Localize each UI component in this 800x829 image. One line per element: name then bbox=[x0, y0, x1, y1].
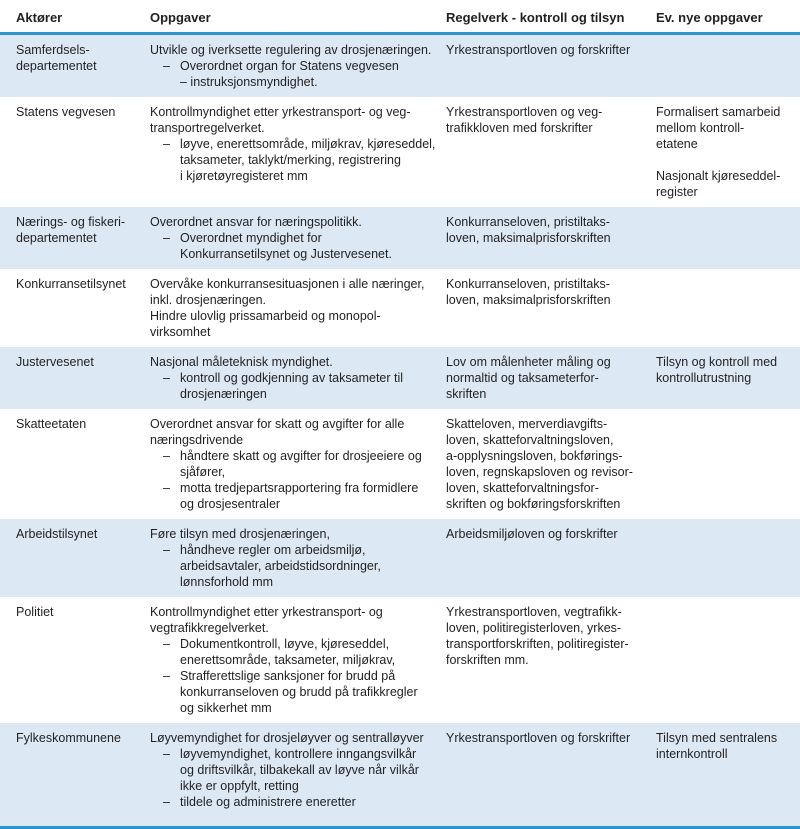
dash-marker: – bbox=[163, 795, 170, 809]
tasks-cell bbox=[150, 730, 446, 810]
text-line bbox=[150, 448, 440, 464]
text-line: Hindre ulovlig prissamarbeid og monopol- bbox=[150, 309, 381, 323]
text-line bbox=[150, 746, 440, 762]
list-item-text: løyvemyndighet, kontrollere inngangsvilkår bbox=[180, 747, 417, 761]
new-tasks-cell bbox=[656, 354, 800, 402]
text-line: Skatteloven, merverdiavgifts- bbox=[446, 417, 608, 431]
actor-cell bbox=[0, 104, 150, 200]
dash-marker: – bbox=[163, 481, 170, 495]
text-line: Konkurransetilsynet og Justervesenet. bbox=[180, 247, 392, 261]
text-line bbox=[150, 794, 440, 810]
text-line: sjåfører, bbox=[180, 465, 226, 479]
dash-marker: – bbox=[163, 747, 170, 761]
text-line: arbeidsavtaler, arbeidstidsordninger, bbox=[180, 559, 381, 573]
tasks-cell bbox=[150, 416, 446, 512]
regulation-cell bbox=[446, 604, 656, 716]
list-item-text: løyve, enerettsområde, miljøkrav, kjøreseddel, bbox=[180, 137, 436, 151]
text-line: Kontrollmyndighet etter yrkestransport- og bbox=[150, 605, 383, 619]
dash-marker: – bbox=[163, 543, 170, 557]
list-item-text: motta tredjepartsrapportering fra formidlere bbox=[180, 481, 419, 495]
text-line: konkurranseloven og brudd på trafikkregler bbox=[180, 685, 418, 699]
text-line bbox=[150, 58, 440, 74]
text-line: trafikkloven med forskrifter bbox=[446, 121, 593, 135]
regulation-cell bbox=[446, 730, 656, 810]
text-line: a-opplysningsloven, bokførings- bbox=[446, 449, 623, 463]
text-line: Lov om målenheter måling og bbox=[446, 355, 611, 369]
tasks-cell bbox=[150, 276, 446, 340]
text-line: Utvikle og iverksette regulering av drosjenæringen. bbox=[150, 43, 432, 57]
text-line: og drosjesentraler bbox=[180, 497, 281, 511]
new-tasks-cell bbox=[656, 276, 800, 340]
dash-marker: – bbox=[163, 59, 170, 73]
new-tasks-cell bbox=[656, 730, 800, 810]
dash-marker: – bbox=[163, 137, 170, 151]
list-item-text: Overordnet organ for Statens vegvesen bbox=[180, 59, 399, 73]
actor-name-line: Statens vegvesen bbox=[16, 105, 116, 119]
text-line: vegtrafikkregelverket. bbox=[150, 621, 269, 635]
column-header-nye-oppgaver: Ev. nye oppgaver bbox=[656, 10, 763, 25]
text-line: drosjenæringen bbox=[180, 387, 267, 401]
text-line: skriften og bokføringsforskriften bbox=[446, 497, 621, 511]
text-line: loven, skatteforvaltningsfor- bbox=[446, 481, 599, 495]
text-line: Arbeidsmiljøloven og forskrifter bbox=[446, 527, 618, 541]
actor-cell bbox=[0, 604, 150, 716]
text-line: lønnsforhold mm bbox=[180, 575, 274, 589]
text-line: Tilsyn og kontroll med bbox=[656, 355, 778, 369]
text-line: næringsdrivende bbox=[150, 433, 244, 447]
text-line: loven, maksimalprisforskriften bbox=[446, 293, 611, 307]
actor-cell bbox=[0, 276, 150, 340]
tasks-cell bbox=[150, 104, 446, 200]
new-tasks-cell bbox=[656, 526, 800, 590]
actor-name-line: Fylkeskommunene bbox=[16, 731, 121, 745]
text-line bbox=[150, 636, 440, 652]
text-line: Føre tilsyn med drosjenæringen, bbox=[150, 527, 330, 541]
text-line: Konkurranseloven, pristiltaks- bbox=[446, 215, 610, 229]
regulation-cell bbox=[446, 214, 656, 262]
text-line: Kontrollmyndighet etter yrkestransport- og veg- bbox=[150, 105, 411, 119]
text-line: register bbox=[656, 185, 698, 199]
actor-name-line: Justervesenet bbox=[16, 355, 94, 369]
new-tasks-cell bbox=[656, 214, 800, 262]
text-line: Overvåke konkurransesituasjonen i alle næringer, bbox=[150, 277, 425, 291]
text-line: inkl. drosjenæringen. bbox=[150, 293, 267, 307]
text-line: mellom kontroll- bbox=[656, 121, 745, 135]
regulation-cell bbox=[446, 416, 656, 512]
table-row bbox=[0, 35, 800, 97]
actor-cell bbox=[0, 730, 150, 810]
table-row bbox=[0, 723, 800, 826]
list-item-text: kontroll og godkjenning av taksameter til bbox=[180, 371, 404, 385]
actor-cell bbox=[0, 354, 150, 402]
text-line bbox=[150, 480, 440, 496]
text-line: loven, skatteforvaltningsloven, bbox=[446, 433, 614, 447]
dash-marker: – bbox=[163, 371, 170, 385]
text-line: – instruksjonsmyndighet. bbox=[180, 75, 318, 89]
table-row bbox=[0, 97, 800, 207]
column-header-oppgaver: Oppgaver bbox=[150, 10, 211, 25]
tasks-cell bbox=[150, 354, 446, 402]
list-item-text: Overordnet myndighet for bbox=[180, 231, 322, 245]
text-line: normaltid og taksameterfor- bbox=[446, 371, 599, 385]
text-line: Nasjonalt kjøreseddel- bbox=[656, 169, 781, 183]
actor-cell bbox=[0, 42, 150, 90]
text-line: Yrkestransportloven og forskrifter bbox=[446, 731, 631, 745]
tasks-cell bbox=[150, 42, 446, 90]
actor-name-line: Samferdsels- bbox=[16, 43, 90, 57]
text-line: Konkurranseloven, pristiltaks- bbox=[446, 277, 610, 291]
text-line: Yrkestransportloven og veg- bbox=[446, 105, 603, 119]
actor-name-line: departementet bbox=[16, 59, 97, 73]
text-line bbox=[150, 370, 440, 386]
new-tasks-cell bbox=[656, 604, 800, 716]
text-line bbox=[150, 136, 440, 152]
text-line: Løyvemyndighet for drosjeløyver og sentralløyver bbox=[150, 731, 424, 745]
text-line: og sikkerhet mm bbox=[180, 701, 272, 715]
text-line: Formalisert samarbeid bbox=[656, 105, 781, 119]
actor-cell bbox=[0, 214, 150, 262]
text-line: loven, maksimalprisforskriften bbox=[446, 231, 611, 245]
text-line: Overordnet ansvar for næringspolitikk. bbox=[150, 215, 362, 229]
table-row bbox=[0, 269, 800, 347]
text-line: i kjøretøyregisteret mm bbox=[180, 169, 308, 183]
column-header-regelverk: Regelverk - kontroll og tilsyn bbox=[446, 10, 625, 25]
table-row bbox=[0, 347, 800, 409]
new-tasks-cell bbox=[656, 42, 800, 90]
actor-name-line: Politiet bbox=[16, 605, 54, 619]
column-header-aktorer: Aktører bbox=[16, 10, 63, 25]
text-line: Overordnet ansvar for skatt og avgifter for alle bbox=[150, 417, 405, 431]
text-line: etatene bbox=[656, 137, 698, 151]
text-line: virksomhet bbox=[150, 325, 211, 339]
actor-cell bbox=[0, 416, 150, 512]
actor-name-line: Konkurransetilsynet bbox=[16, 277, 126, 291]
regulation-cell bbox=[446, 276, 656, 340]
table-row bbox=[0, 207, 800, 269]
text-line: enerettsområde, taksameter, miljøkrav, bbox=[180, 653, 396, 667]
text-line: transportforskriften, politiregister- bbox=[446, 637, 629, 651]
text-line: transportregelverket. bbox=[150, 121, 265, 135]
table-row bbox=[0, 409, 800, 519]
new-tasks-cell bbox=[656, 416, 800, 512]
text-line: ikke er oppfylt, retting bbox=[180, 779, 299, 793]
text-line: taksameter, taklykt/merking, registrering bbox=[180, 153, 401, 167]
regulation-cell bbox=[446, 354, 656, 402]
tasks-cell bbox=[150, 526, 446, 590]
text-line: og driftsvilkår, tilbakekall av løyve når vilkår bbox=[180, 763, 419, 777]
table-row bbox=[0, 597, 800, 723]
table-header-row bbox=[0, 0, 800, 32]
regulation-cell bbox=[446, 104, 656, 200]
dash-marker: – bbox=[163, 449, 170, 463]
list-item-text: håndtere skatt og avgifter for drosjeeiere og bbox=[180, 449, 422, 463]
text-line: forskriften mm. bbox=[446, 653, 529, 667]
dash-marker: – bbox=[163, 231, 170, 245]
actor-name-line: departementet bbox=[16, 231, 97, 245]
actor-cell bbox=[0, 526, 150, 590]
table-body bbox=[0, 35, 800, 826]
text-line bbox=[150, 542, 440, 558]
actor-name-line: Skatteetaten bbox=[16, 417, 87, 431]
text-line: Nasjonal måleteknisk myndighet. bbox=[150, 355, 333, 369]
text-line: Tilsyn med sentralens bbox=[656, 731, 778, 745]
actor-name-line: Arbeidstilsynet bbox=[16, 527, 98, 541]
regulation-cell bbox=[446, 526, 656, 590]
text-line: Yrkestransportloven, vegtrafikk- bbox=[446, 605, 622, 619]
tasks-cell bbox=[150, 604, 446, 716]
text-line: loven, politiregisterloven, yrkes- bbox=[446, 621, 622, 635]
dash-marker: – bbox=[163, 637, 170, 651]
text-line: skriften bbox=[446, 387, 487, 401]
list-item-text: tildele og administrere eneretter bbox=[180, 795, 356, 809]
text-line: loven, regnskapsloven og revisor- bbox=[446, 465, 633, 479]
text-line bbox=[150, 230, 440, 246]
text-line: kontrollutrustning bbox=[656, 371, 752, 385]
list-item-text: håndheve regler om arbeidsmiljø, bbox=[180, 543, 366, 557]
actor-name-line: Nærings- og fiskeri- bbox=[16, 215, 126, 229]
list-item-text: Dokumentkontroll, løyve, kjøreseddel, bbox=[180, 637, 390, 651]
new-tasks-cell bbox=[656, 104, 800, 200]
list-item-text: Strafferettslige sanksjoner for brudd på bbox=[180, 669, 396, 683]
text-line: Yrkestransportloven og forskrifter bbox=[446, 43, 631, 57]
dash-marker: – bbox=[163, 669, 170, 683]
tasks-cell bbox=[150, 214, 446, 262]
regulation-cell bbox=[446, 42, 656, 90]
text-line bbox=[150, 668, 440, 684]
text-line: internkontroll bbox=[656, 747, 728, 761]
table-row bbox=[0, 519, 800, 597]
text-line bbox=[656, 152, 794, 168]
